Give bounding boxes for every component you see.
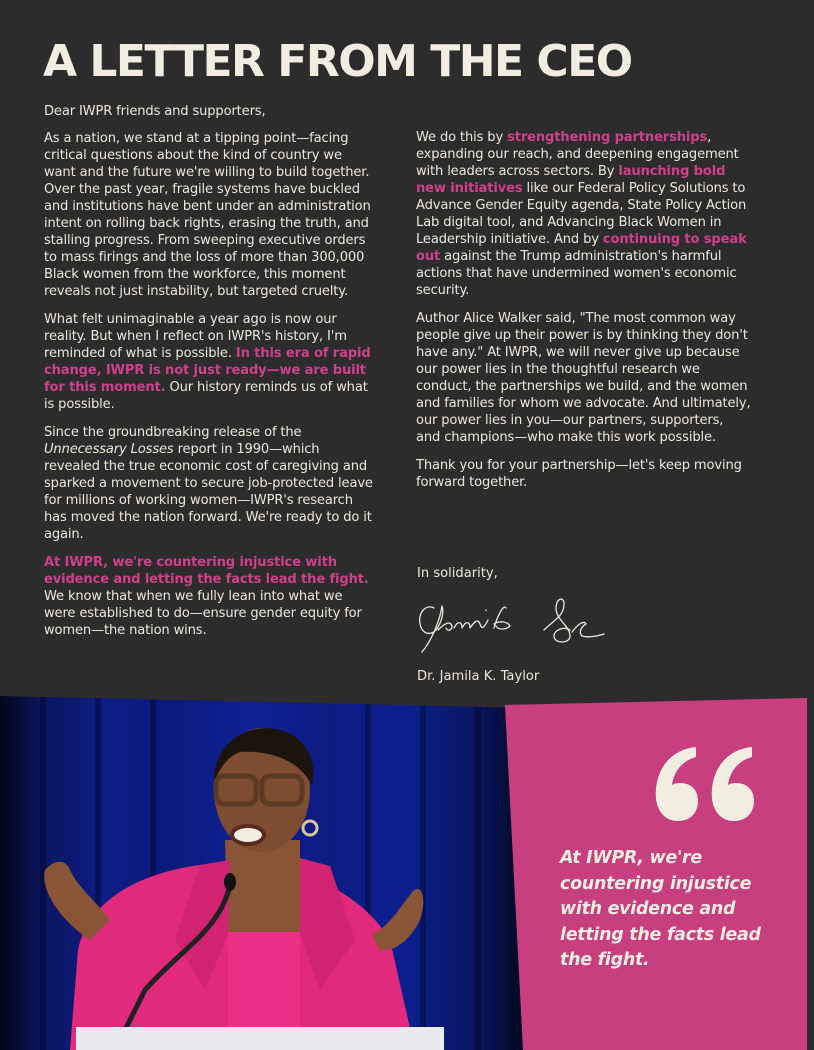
signer-name: Dr. Jamila K. Taylor: [417, 669, 540, 684]
earring: [303, 821, 317, 835]
pull-quote-text: At IWPR, we're countering injustice with evidence and letting the facts lead the fight.: [560, 848, 761, 970]
paragraph-history: [44, 424, 374, 543]
signature-stroke-first: [420, 606, 510, 652]
closing-line: In solidarity,: [417, 566, 498, 581]
highlight-countering-injustice: At IWPR, we're countering injustice with evidence and letting the facts lead the fight.: [44, 555, 369, 587]
paragraph-text: Our history reminds us of what is possible.: [44, 380, 368, 412]
paragraph-text: like our Federal Policy Solutions to Advance Gender Equity agenda, State Policy Action Lab digital tool, and Advancing Black Women in Leadership initiative. And by: [416, 181, 747, 247]
highlight-strengthening-partnerships: strengthening partnerships: [507, 130, 708, 145]
paragraph-text: What felt unimaginable a year ago is now our reality. But when I reflect on IWPR's history, I'm reminded of what is possible.: [44, 312, 347, 361]
paragraph-text: against the Trump administration's harmful actions that have undermined women's economic security.: [416, 249, 737, 298]
microphone-head: [224, 873, 236, 891]
report-title: Unnecessary Losses: [44, 442, 174, 457]
paragraph-text: , expanding our reach, and deepening engagement with leaders across sectors. By: [416, 130, 739, 179]
ceo-photo: [0, 690, 530, 1050]
paragraph-text: We do this by: [416, 130, 508, 145]
paragraph-countering-injustice: [44, 554, 374, 639]
podium: [76, 1027, 444, 1050]
signature-image: [414, 590, 614, 656]
edge-strip: [807, 690, 814, 1050]
hand-left: [44, 862, 110, 940]
paragraph-tipping-point: As a nation, we stand at a tipping point—facing critical questions about the kind of country we want and the future we're willing to build together. Over the past year, fragile systems have buckled and institutions have bent under an administration intent on rolling back rights, erasing the truth, and stalling progress. From sweeping executive orders to mass firings and the loss of more than 300,000 Black women from the workforce, this moment reveals not just instability, but targeted cruelty.: [44, 131, 371, 299]
paragraph-reality: [44, 311, 374, 413]
highlight-built-for-moment: In this era of rapid change, IWPR is not just ready—we are built for this moment.: [44, 346, 371, 395]
paragraph-text: Since the groundbreaking release of the: [44, 425, 302, 440]
paragraph-text: report in 1990—which revealed the true economic cost of caregiving and sparked a movement to secure job-protected leave for millions of working women—IWPR's research has moved the nation forward. We're ready to do it again.: [44, 442, 373, 542]
page-title: A LETTER FROM THE CEO: [43, 36, 632, 87]
neck: [225, 840, 300, 932]
speaker-illustration: [0, 690, 530, 1050]
highlight-bold-initiatives: launching bold new initiatives: [416, 164, 726, 196]
paragraph-thank-you: Thank you for your partnership—let's keep moving forward together.: [416, 458, 742, 490]
signature-stroke-second: [544, 599, 604, 642]
highlight-speak-out: continuing to speak out: [416, 232, 747, 264]
hand-right: [372, 889, 423, 950]
salutation: Dear IWPR friends and supporters,: [44, 104, 266, 119]
paragraph-partnerships: [416, 129, 751, 299]
paragraph-text: We know that when we fully lean into what we were established to do—ensure gender equity for women—the nation wins.: [44, 589, 362, 638]
letter-column-left: [44, 103, 374, 650]
quote-mark-icon: [652, 745, 756, 823]
paragraph-alice-walker: Author Alice Walker said, "The most common way people give up their power is by thinking they don't have any." At IWPR, we will never give up because our power lies in the thoughtful research we conduct, the partnerships we build, and the women and families for whom we advocate. And ultimately, our power lies in you—our partners, supporters, and champions—who make this work possible.: [416, 311, 751, 445]
letter-column-right: [416, 129, 751, 502]
mouth: [232, 826, 264, 844]
